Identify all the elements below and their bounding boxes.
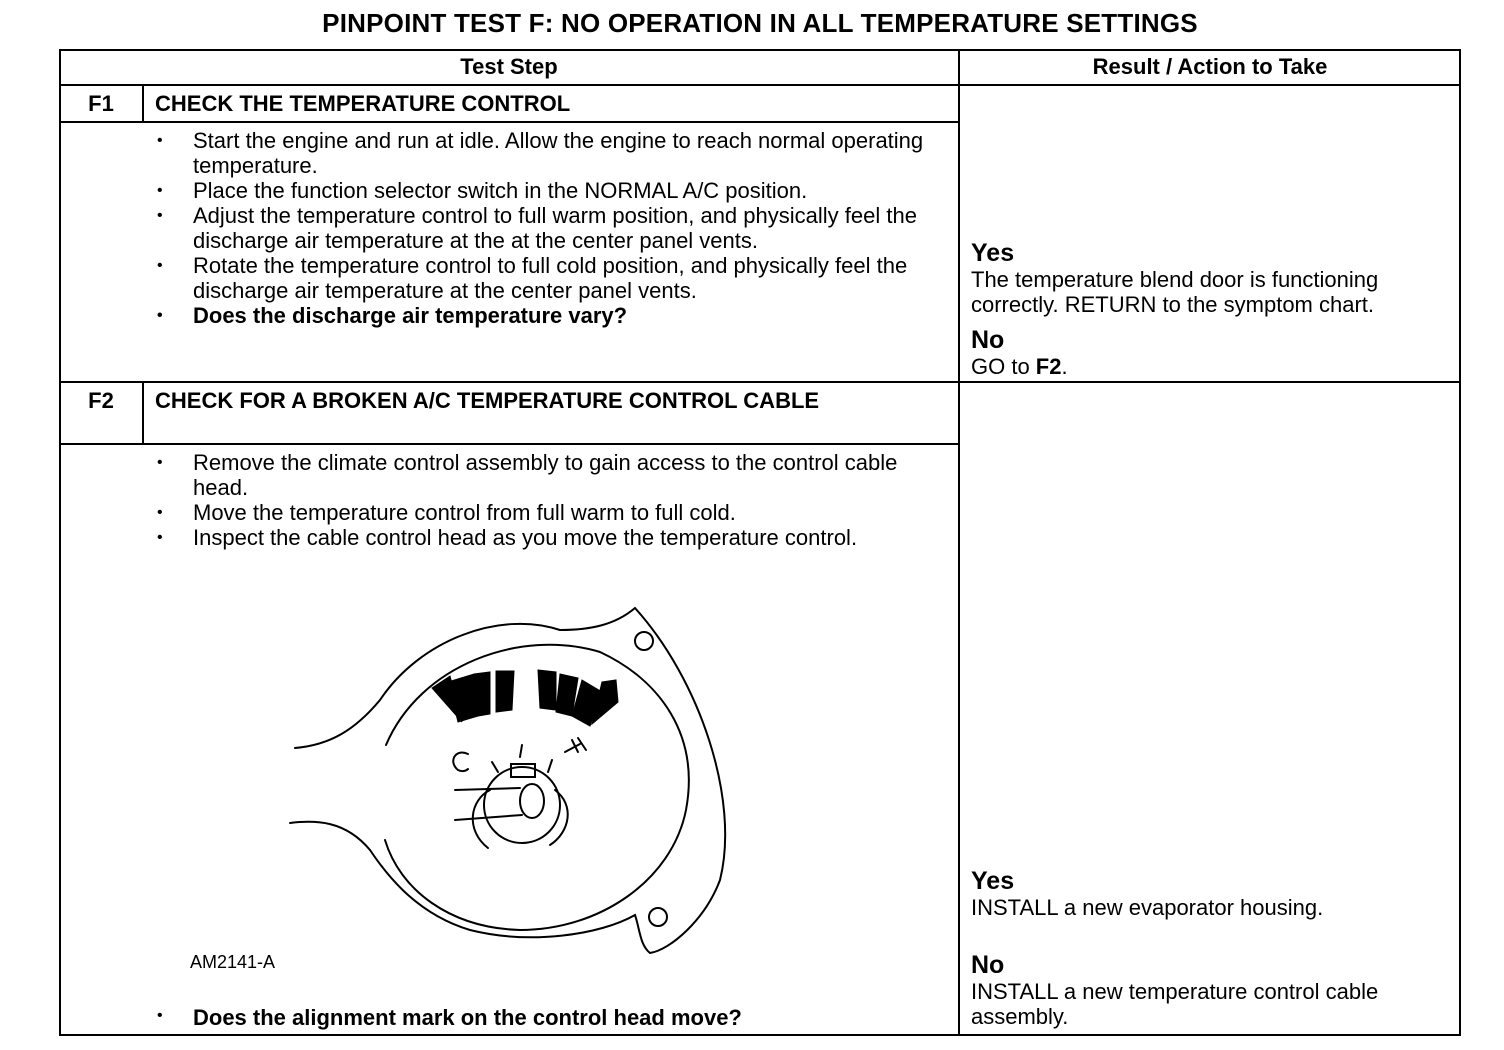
yes-label: Yes <box>971 239 1015 267</box>
step-title-f1: CHECK THE TEMPERATURE CONTROL <box>155 91 571 116</box>
column-divider <box>958 49 960 1036</box>
list-item-question: • Does the discharge air temperature vary? <box>155 303 925 328</box>
list-item: • Inspect the cable control head as you move the temperature control. <box>155 525 925 550</box>
list-item: • Adjust the temperature control to full warm position, and physically feel the discharge air temperature at the at the center panel vents. <box>155 203 925 253</box>
f2-result <box>971 868 1451 1029</box>
yes-action: INSTALL a new evaporator housing. <box>971 895 1324 920</box>
step-title-f2: CHECK FOR A BROKEN A/C TEMPERATURE CONTROL CABLE <box>155 388 820 413</box>
list-item: • Remove the climate control assembly to gain access to the control cable head. <box>155 450 925 500</box>
page-title: PINPOINT TEST F: NO OPERATION IN ALL TEMPERATURE SETTINGS <box>322 8 1198 38</box>
yes-label: Yes <box>971 867 1015 895</box>
list-item: • Place the function selector switch in the NORMAL A/C position. <box>155 178 925 203</box>
control-head-illustration <box>280 600 740 990</box>
no-label: No <box>971 951 1005 979</box>
header-result: Result / Action to Take <box>1092 54 1328 79</box>
no-label: No <box>971 326 1005 354</box>
yes-action: The temperature blend door is functioning correctly. RETURN to the symptom chart. <box>971 267 1379 317</box>
f1-result <box>971 240 1451 379</box>
figure-label: AM2141-A <box>190 952 276 972</box>
no-action: INSTALL a new temperature control cable assembly. <box>971 979 1379 1029</box>
step-f1-instructions <box>155 128 925 328</box>
header-divider <box>59 84 1461 86</box>
step-f2-question: • Does the alignment mark on the control head move? <box>155 1005 742 1031</box>
f1-title-divider <box>59 121 959 123</box>
step-f2-instructions <box>155 450 925 550</box>
step-id-f2: F2 <box>88 388 114 413</box>
no-action: GO to F2. <box>971 354 1068 379</box>
header-test-step: Test Step <box>460 54 558 79</box>
list-item: • Start the engine and run at idle. Allow the engine to reach normal operating temperature. <box>155 128 925 178</box>
step-id-f1: F1 <box>88 91 114 116</box>
list-item: • Rotate the temperature control to full cold position, and physically feel the discharge air temperature at the center panel vents. <box>155 253 925 303</box>
list-item: • Move the temperature control from full warm to full cold. <box>155 500 925 525</box>
f2-title-divider <box>59 443 959 445</box>
row-divider <box>59 381 1461 383</box>
